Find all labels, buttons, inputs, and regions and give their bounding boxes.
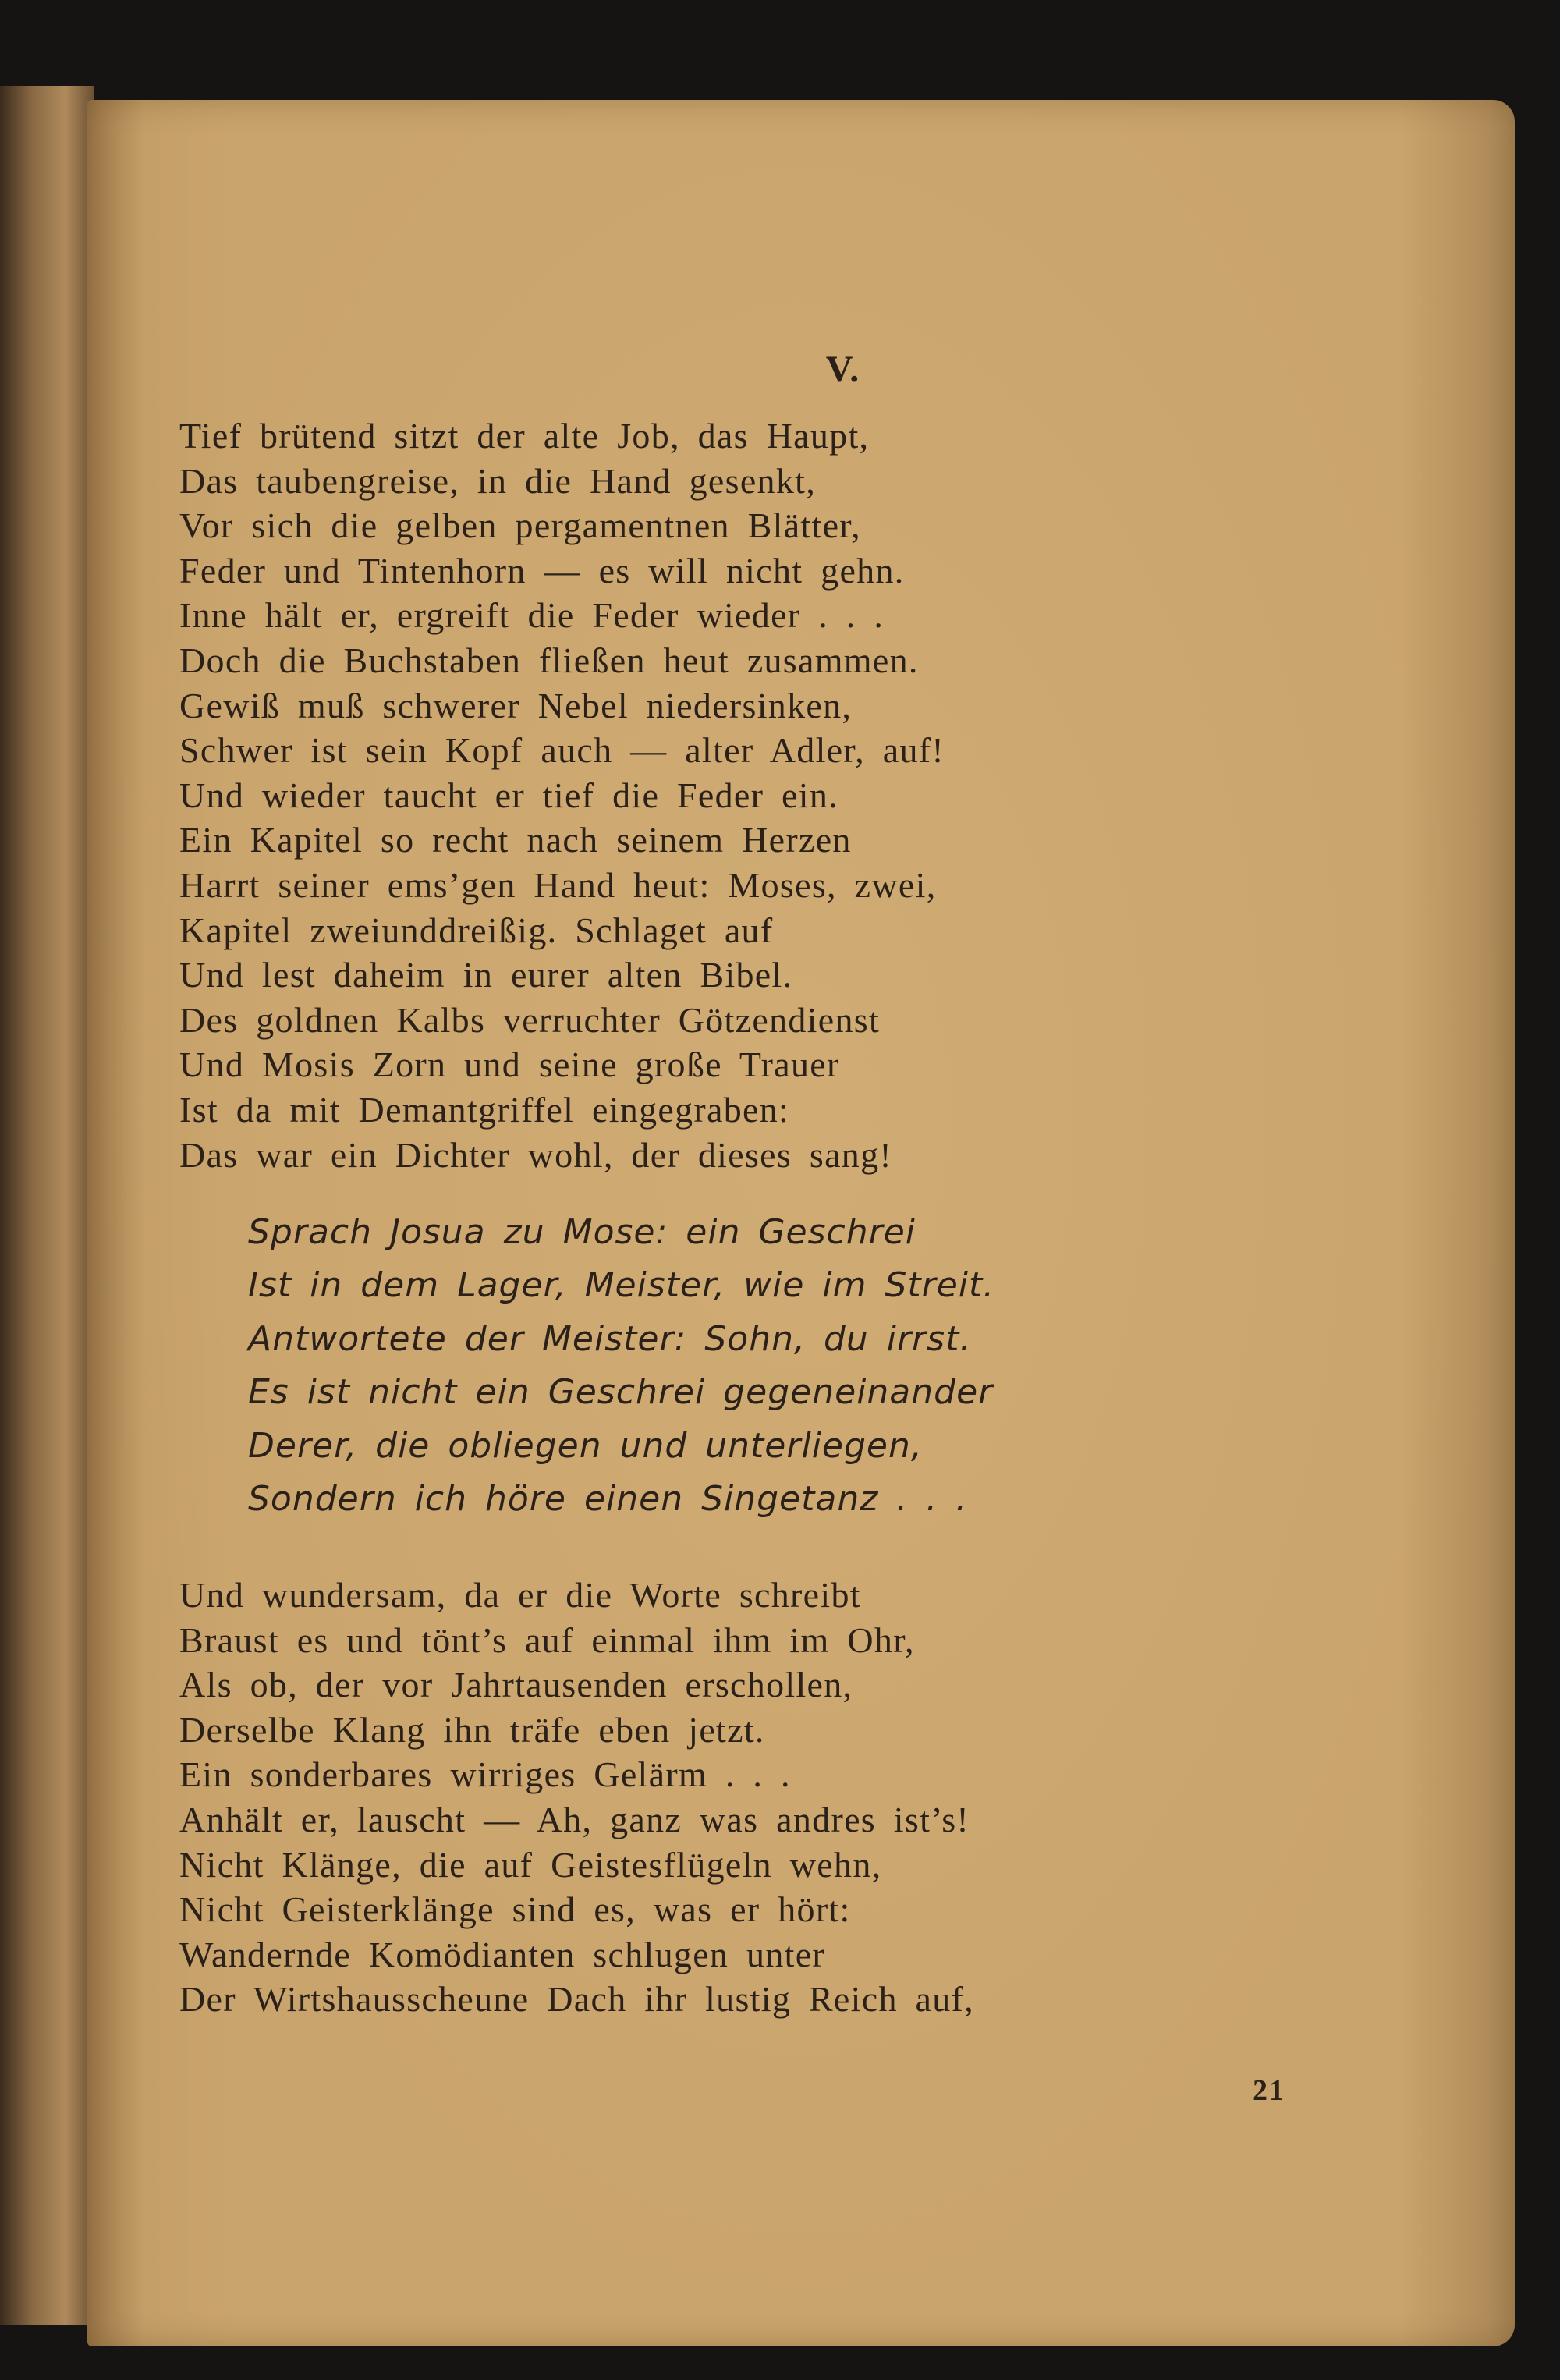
verse-line: Gewiß muß schwerer Nebel niedersinken, xyxy=(179,685,853,725)
verse-line: Der Wirtshausscheune Dach ihr lustig Reich auf, xyxy=(179,1979,974,2020)
page-text xyxy=(87,100,1515,2346)
quoted-verse-line: Antwortete der Meister: Sohn, du irrst. xyxy=(248,1318,972,1359)
verse-line: Kapitel zweiunddreißig. Schlaget auf xyxy=(179,910,774,950)
facing-page-edge xyxy=(0,86,94,2325)
page-number: 21 xyxy=(1253,2074,1285,2107)
verse-line: Ist da mit Demantgriffel eingegraben: xyxy=(179,1089,790,1130)
verse-line: Des goldnen Kalbs verruchter Götzendienst xyxy=(179,999,881,1040)
verse-line: Braust es und tönt’s auf einmal ihm im Ohr, xyxy=(179,1619,915,1660)
quoted-verse-line: Ist in dem Lager, Meister, wie im Streit. xyxy=(248,1265,995,1306)
verse-line: Inne hält er, ergreift die Feder wieder . . . xyxy=(179,595,885,636)
verse-line: Ein Kapitel so recht nach seinem Herzen xyxy=(179,820,852,860)
verse-line: Das taubengreise, in die Hand gesenkt, xyxy=(179,460,817,501)
verse-line: Vor sich die gelben pergamentnen Blätter, xyxy=(179,505,861,546)
verse-line: Doch die Buchstaben fließen heut zusammen. xyxy=(179,640,919,680)
quoted-verse-line: Sondern ich höre einen Singetanz . . . xyxy=(248,1479,968,1520)
verse-line: Und Mosis Zorn und seine große Trauer xyxy=(179,1045,840,1085)
verse-line: Das war ein Dichter wohl, der dieses sang! xyxy=(179,1134,893,1175)
stanza-narrative-2 xyxy=(179,1573,974,2022)
stanza-quotation xyxy=(248,1206,994,1526)
verse-line: Wandernde Komödianten schlugen unter xyxy=(179,1934,826,1974)
verse-line: Als ob, der vor Jahrtausenden erschollen, xyxy=(179,1665,853,1705)
verse-line: Und wundersam, da er die Worte schreibt xyxy=(179,1575,861,1615)
verse-line: Anhält er, lauscht — Ah, ganz was andres ist’s! xyxy=(179,1799,970,1839)
verse-line: Nicht Klänge, die auf Geistesflügeln wehn, xyxy=(179,1844,882,1885)
quoted-verse-line: Es ist nicht ein Geschrei gegeneinander xyxy=(248,1372,994,1413)
verse-line: Feder und Tintenhorn — es will nicht gehn. xyxy=(179,550,905,591)
verse-line: Schwer ist sein Kopf auch — alter Adler, auf! xyxy=(179,730,945,771)
verse-line: Derselbe Klang ihn träfe eben jetzt. xyxy=(179,1709,765,1750)
quoted-verse-line: Sprach Josua zu Mose: ein Geschrei xyxy=(248,1212,916,1252)
verse-line: Und lest daheim in eurer alten Bibel. xyxy=(179,955,793,995)
quoted-verse-line: Derer, die obliegen und unterliegen, xyxy=(248,1425,923,1466)
verse-line: Nicht Geisterklänge sind es, was er hört: xyxy=(179,1889,851,1930)
book-page xyxy=(87,100,1515,2346)
verse-line: Und wieder taucht er tief die Feder ein. xyxy=(179,775,838,815)
verse-line: Ein sonderbares wirriges Gelärm . . . xyxy=(179,1754,791,1795)
verse-line: Harrt seiner ems’gen Hand heut: Moses, zwei, xyxy=(179,864,937,905)
section-heading: V. xyxy=(825,349,861,390)
verse-line: Tief brütend sitzt der alte Job, das Haupt, xyxy=(179,416,870,456)
stanza-narrative-1 xyxy=(179,413,945,1177)
